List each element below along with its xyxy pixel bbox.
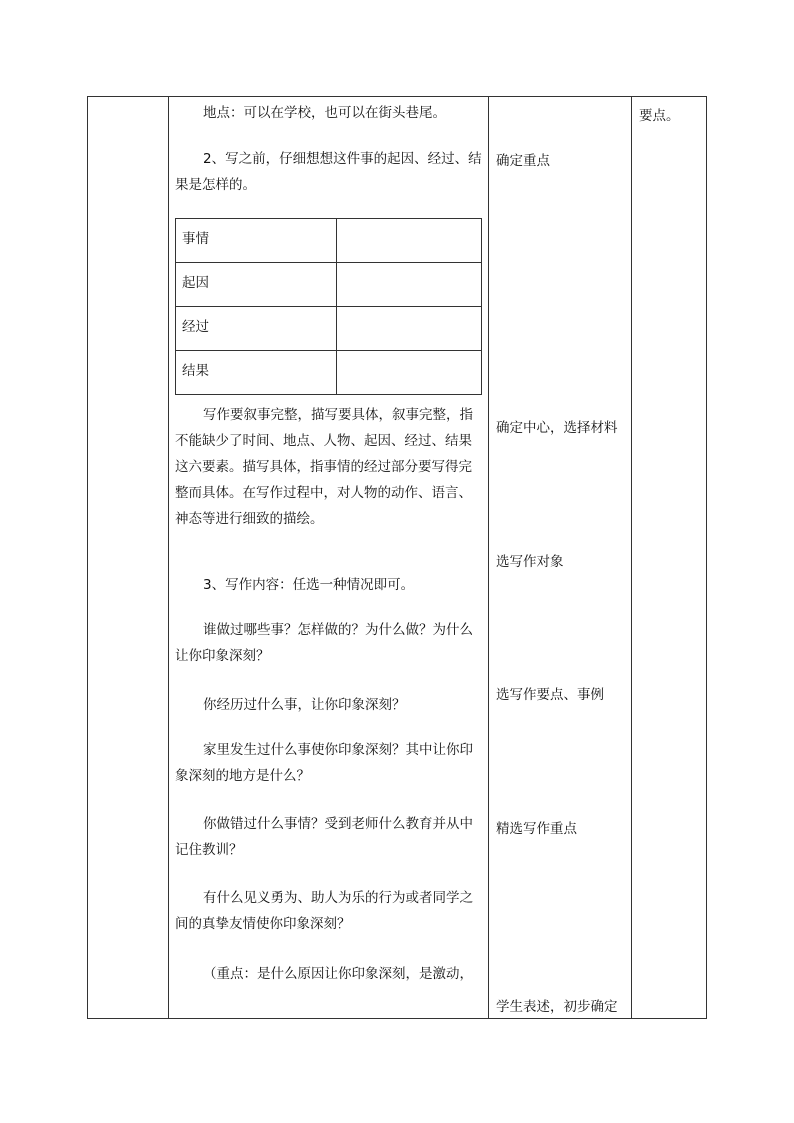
- table-cell-value: [337, 307, 482, 351]
- note-choose-points: 选写作要点、事例: [496, 687, 604, 703]
- paragraph-question-4: 你做错过什么事情？受到老师什么教育并从中记住教训？: [175, 816, 473, 858]
- table-cell-label: 结果: [176, 351, 337, 395]
- paragraph-location: 地点：可以在学校，也可以在街头巷尾。: [203, 105, 446, 121]
- table-cell-value: [337, 351, 482, 395]
- note-choose-object: 选写作对象: [496, 554, 564, 570]
- table-cell-label: 起因: [176, 263, 337, 307]
- paragraph-key-point: （重点：是什么原因让你印象深刻，是激动，: [203, 966, 473, 982]
- paragraph-question-2: 你经历过什么事，让你印象深刻？: [203, 697, 406, 713]
- table-cell-value: [337, 263, 482, 307]
- table-cell-label: 事情: [176, 219, 337, 263]
- paragraph-writing-requirements: 写作要叙事完整，描写要具体，叙事完整，指不能缺少了时间、地点、人物、起因、经过、结果这六要素。描写具体，指事情的经过部分要写得完整而具体。在写作过程中，对人物的动作、语言、神态等进行细致的描绘。: [175, 407, 473, 527]
- right-column-text: 要点。: [639, 108, 680, 124]
- note-select-focus: 精选写作重点: [496, 821, 577, 837]
- note-choose-material: 确定中心，选择材料: [496, 420, 618, 436]
- table-row: [176, 307, 482, 351]
- paragraph-question-3: 家里发生过什么事使你印象深刻？其中让你印象深刻的地方是什么？: [175, 742, 473, 784]
- table-row: [176, 263, 482, 307]
- paragraph-question-5: 有什么见义勇为、助人为乐的行为或者同学之间的真挚友情使你印象深刻？: [175, 890, 473, 932]
- event-elements-table: [175, 218, 482, 395]
- paragraph-writing-content: 3、写作内容：任选一种情况即可。: [203, 577, 415, 593]
- note-determine-focus: 确定重点: [496, 153, 550, 169]
- paragraph-question-1: 谁做过哪些事？怎样做的？为什么做？为什么让你印象深刻？: [175, 622, 473, 664]
- content-column: [169, 97, 489, 1018]
- paragraph-before-writing: 2、写之前，仔细想想这件事的起因、经过、结果是怎样的。: [175, 151, 482, 193]
- notes-column: [489, 97, 632, 1018]
- table-cell-label: 经过: [176, 307, 337, 351]
- lesson-table: [87, 96, 707, 1019]
- right-column: [632, 97, 708, 1018]
- note-student-statement: 学生表述，初步确定: [496, 999, 618, 1015]
- table-row: [176, 219, 482, 263]
- first-column: [88, 97, 168, 1018]
- table-cell-value: [337, 219, 482, 263]
- table-row: [176, 351, 482, 395]
